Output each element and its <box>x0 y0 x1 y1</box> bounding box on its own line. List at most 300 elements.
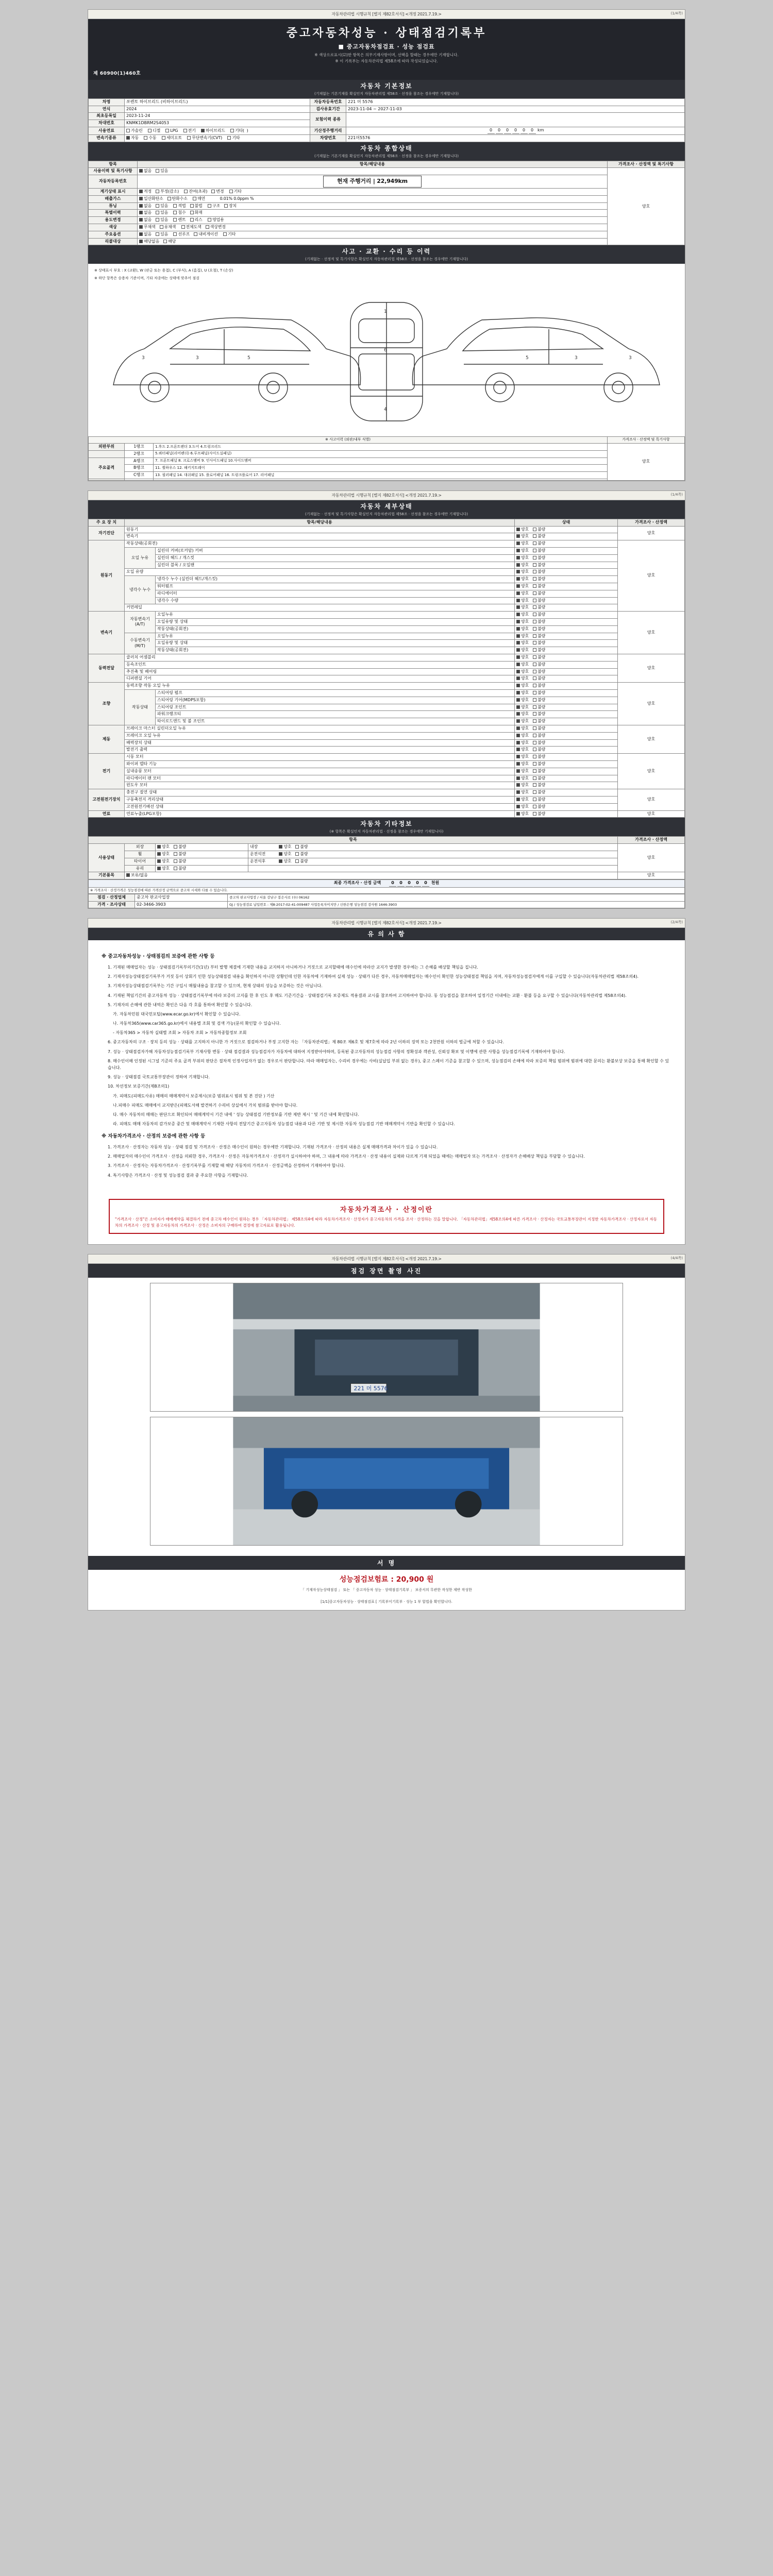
detail-6-row-1: 와이퍼 델타 기능 <box>125 760 515 768</box>
detail-7-state-0[interactable]: 양호 불량 <box>515 789 618 796</box>
detail-5-state-3[interactable]: 양호 불량 <box>515 747 618 754</box>
detail-5-row-0: 브레이크 마스터 실린더오일 누유 <box>125 725 515 733</box>
basic-mileage-digits: 0 0 0 0 0 0 km <box>346 127 685 135</box>
detail-2-state-5[interactable]: 양호 불량 <box>515 647 618 654</box>
section-accident-title: 사고 · 교환 · 수리 등 이력 <box>342 248 431 256</box>
notice-s1-item-3: 4. 기재된 책임기간의 중고자동차 성능 · 상태점검기록부에 따라 보증의 고지를 한 후 인도 후 매도 기준기간을 · 상태점검기록 보증제도 적용결과 교시를 참조하여 고지하여야 합니다. 동 성능점검을 참조하여 일정기간 이내에는 교환 · 환불 등을 요구할 수 있습니다(자동차관리법 제58조의4). <box>108 993 627 998</box>
detail-2-state-3[interactable]: 양호 불량 <box>515 633 618 640</box>
svg-text:6: 6 <box>384 348 387 353</box>
detail-6-state-0[interactable]: 양호 불량 <box>515 754 618 761</box>
detail-5-row-1: 브레이크 오일 누유 <box>125 732 515 739</box>
overall-row-6-opts[interactable]: 없음 있음 렌트 리스 영업용 <box>138 217 608 224</box>
svg-text:3: 3 <box>196 355 199 361</box>
detail-4-state-2[interactable]: 양호 불량 <box>515 697 618 704</box>
accident-mark-value: 양호 <box>608 443 685 480</box>
accident-ext-items-0: 1.후드 2.프론트펜더 3.도어 4.트렁크리드 <box>154 443 608 450</box>
detail-3-row-0: 클러치 어셈블리 <box>125 654 515 662</box>
overall-row-0-name: 사용이력 및 특기사항 <box>89 168 138 175</box>
document-sub-desc2: ※ 이 기록부는 자동차관리법 제58조에 따라 작성되었습니다. <box>335 58 438 63</box>
notice-s1-item-6: 나. 자동차365(www.car365.go.kr)에서 내용별 조회 및 검색 가능(문의 확인할 수 있습니다. <box>113 1021 281 1026</box>
detail-4-state-0[interactable]: 양호 불량 <box>515 683 618 690</box>
detail-5-state-0[interactable]: 양호 불량 <box>515 725 618 733</box>
price-head-label: 최종 가격조사 · 산정 금액 <box>333 880 381 886</box>
detail-2-sub-0: 자동변속기 (A/T) <box>125 612 156 633</box>
section-basic-desc: (기재없는 기본기재를 확실인지 자동차관리법 제58조 · 선정을 참조는 경우에만 기재합니다) <box>314 91 459 96</box>
section-overall-title: 자동차 종합상태 <box>360 144 413 152</box>
basic-value2-0: 221 머 5576 <box>346 98 685 106</box>
section-others-desc: (※ 항목은 확실인지 자동차관리법 · 선정을 참조는 경우에만 기재합니다) <box>329 829 444 834</box>
detail-2-state-1[interactable]: 양호 불량 <box>515 619 618 626</box>
basic-fuel-options[interactable]: 가솔린 디젤 LPG 전기 하이브리드 기타( ) <box>125 127 310 135</box>
price-table <box>88 879 685 894</box>
detail-1-row-5: 냉각수 누수 (실린더 헤드/개스킷) <box>156 576 515 583</box>
notice-s1-item-7: - 자동차365 > 자동차 실태별 조회 > 자동차 조회 > 자동차종합정보 조회 <box>113 1030 247 1036</box>
detail-1-row-6: 워터펌프 <box>156 583 515 590</box>
detail-1-row-8: 냉각수 수량 <box>156 597 515 604</box>
addr-label: 가격 · 조사상태 <box>89 901 135 908</box>
section-notice-header <box>88 928 685 940</box>
detail-3-state-2[interactable]: 양호 불량 <box>515 668 618 675</box>
overall-row-4-name: 튜닝 <box>89 202 138 210</box>
notice-s1-item-13: 가. 피매도(피매도사유) 매매의 매매계약서 보증제시(보증 범위표시 범위 및 본 진단 ) 기산 <box>113 1093 275 1098</box>
overall-row-5-opts[interactable]: 없음 있음 침수 화재 <box>138 210 608 217</box>
overall-row-3-name: 배출가스 <box>89 195 138 202</box>
overall-row-7-opts[interactable]: 무채색 유채색 전체도색 색상변경 <box>138 224 608 231</box>
detail-8-state-0[interactable]: 양호 불량 <box>515 810 618 818</box>
notice-s1-item-4: 5. 기재자의 손해에 관한 내역은 확인은 다음 각 호를 통하여 확인할 수 있습니다. <box>108 1002 253 1007</box>
basic-label2-1: 검사유효기간 <box>310 106 346 113</box>
others-row-1-name: 휠 <box>125 851 156 858</box>
detail-2-state-2[interactable]: 양호 불량 <box>515 625 618 633</box>
detail-3-row-2: 추진축 및 베어링 <box>125 668 515 675</box>
detail-0-row-1: 변속기 <box>125 533 515 540</box>
detail-2-state-0[interactable]: 양호 불량 <box>515 612 618 619</box>
notice-s2-item-0: 1. 가격조사 · 산정자는 자동차 성능 · 상태 점검 및 가격조사 · 산정은 매수인이 원하는 경우에만 기재합니다. 기재된 가격조사 · 산정의 내용은 실제 매매가격과 차이가 있을 수 있습니다. <box>108 1145 438 1150</box>
svg-text:5: 5 <box>247 355 250 361</box>
detail-4-row-5: 타이로드엔드 및 볼 조인트 <box>156 718 515 725</box>
accident-ext-rank-0: 1랭크 <box>125 443 154 450</box>
notice-s1-title: ※ 중고자동차성능 · 상태점검의 보증에 관한 사항 등 <box>102 954 215 960</box>
others-row-3-right[interactable] <box>248 865 618 872</box>
price-definition-box <box>109 1199 664 1234</box>
detail-6-state-1[interactable]: 양호 불량 <box>515 760 618 768</box>
detail-1-row-0: 작동상태(공회전) <box>125 540 515 548</box>
detail-1-sub-0: 오일 누유 <box>125 548 156 569</box>
detail-5-row-3: 발전기 출력 <box>125 747 515 754</box>
detail-3-row-3: 디퍼렌셜 기어 <box>125 675 515 683</box>
others-row-3-name: 유리 <box>125 865 156 872</box>
detail-group-0: 자기진단 <box>89 526 125 540</box>
detail-4-mark: 양호 <box>618 683 685 725</box>
section-others-header <box>88 818 685 836</box>
detail-4-state-5[interactable]: 양호 불량 <box>515 718 618 725</box>
overall-row-8-opts[interactable]: 없음 있음 선루프 내비게이션 기타 <box>138 231 608 238</box>
emission-values: 0.01% 0.0ppm % <box>220 196 254 201</box>
page-3 <box>88 918 685 1244</box>
accident-mark-col: 가격조사 · 산정액 및 특기사항 <box>608 437 685 443</box>
inspection-photo-2 <box>150 1417 623 1546</box>
detail-group-4: 조향 <box>89 683 125 725</box>
others-basic-items: 기본품목 <box>89 872 125 879</box>
detail-4-state-4[interactable]: 양호 불량 <box>515 711 618 718</box>
others-group-left: 사용상태 <box>89 844 125 872</box>
page3-top-notice: 자동차관리법 시행규칙 [별지 제82호서식] <개정 2021.7.19.> <box>88 919 685 928</box>
page-corner-tag: (1/4쪽) <box>670 11 683 15</box>
basic-value-1: 2024 <box>125 106 310 113</box>
notice-s2-item-1: 2. 매매업자의 매수인이 가격조사 · 산정을 의뢰한 경우, 가격조사 · 산정은 자동차가격조사 · 산정자가 실시하여야 하며, 그 내용에 따라 가격조사 · 산정 내용이 실제와 다르게 기재 되었을 때에는 매매업자 또는 가격조사 · 산정자가 손해배상 책임을 부담할 수 있습니다. <box>108 1154 585 1159</box>
document-banner <box>88 19 685 68</box>
detail-1-row-1: 실린더 커버(로커암) 커버 <box>156 548 515 555</box>
detail-6-row-0: 시동 모터 <box>125 754 515 761</box>
basic-value-0: 쏘렌토 하이브리드 (비하이브리드) <box>125 98 310 106</box>
detail-6-row-3: 라디에이터 팬 모터 <box>125 775 515 782</box>
detail-1-state-9[interactable]: 양호 불량 <box>515 604 618 612</box>
others-row-2-right[interactable]: 운전석후 양호 불량 <box>248 858 618 865</box>
overall-row-4-opts[interactable]: 없음 있음 적법 불법 구조 장치 <box>138 202 608 210</box>
basic-label-ins: 보험이력 종류 <box>310 113 346 127</box>
overall-row-3-opts[interactable]: 일산화탄소 탄화수소 매연 0.01% 0.0ppm % <box>138 195 608 202</box>
overall-col-state: 가격조사 · 산정액 및 특기사항 <box>608 161 685 168</box>
basic-trans-options[interactable]: 자동 수동 세미오토 무단변속기(CVT) 기타 <box>125 134 310 142</box>
others-row-0-name: 외장 <box>125 844 156 851</box>
section-notice-title: 유 의 사 항 <box>367 930 406 938</box>
notice-s1-item-2: 3. 기재자성능상태점검기록부는 기간 구입시 매월내용을 참고할 수 있으며, 현재 상태의 성능을 보증하는 것은 아닙니다. <box>108 984 323 989</box>
page-4 <box>88 1254 685 1611</box>
document-subtitle: ■ 중고자동차점검표 · 성능 점검표 <box>338 43 435 50</box>
others-row-1-right[interactable]: 운전석전 양호 불량 <box>248 851 618 858</box>
overall-row-5-name: 특별이력 <box>89 210 138 217</box>
basic-label-trans: 변속기종류 <box>89 134 125 142</box>
others-mark: 양호 <box>618 844 685 872</box>
svg-text:221 머 5576: 221 머 5576 <box>354 1385 388 1392</box>
detail-8-mark: 양호 <box>618 810 685 818</box>
detail-3-state-1[interactable]: 양호 불량 <box>515 661 618 668</box>
detail-3-state-3[interactable]: 양호 불량 <box>515 675 618 683</box>
accident-ext-label: 외판부위 <box>89 443 125 450</box>
detail-group-8: 연료 <box>89 810 125 818</box>
basic-info-table <box>88 98 685 142</box>
detail-1-mark: 양호 <box>618 540 685 612</box>
svg-text:3: 3 <box>575 355 578 361</box>
detail-2-mark: 양호 <box>618 612 685 654</box>
top-notice: 자동차관리법 시행규칙 [별지 제82호서식] <개정 2021.7.19.> <box>88 10 685 19</box>
others-row-2-name2: 운전석후 <box>250 858 266 863</box>
detail-8-row-0: 연료누출(LPG포함) <box>125 810 515 818</box>
detail-1-state-1[interactable]: 양호 불량 <box>515 548 618 555</box>
detail-4-row-1: 스티어링 펌프 <box>156 690 515 697</box>
basic-label-1: 연식 <box>89 106 125 113</box>
overall-col-items: 항목/해당내용 <box>138 161 608 168</box>
overall-row-8-name: 주요옵션 <box>89 231 138 238</box>
section-accident-desc: (기재없는 · 선정적 및 특기사항은 확실인지 자동차관리법 제58조 · 선정을 참조는 경우에만 기재합니다) <box>305 257 468 262</box>
car-damage-diagram <box>92 282 681 436</box>
accident-spacer-rank <box>125 479 154 480</box>
page2-top-notice: 자동차관리법 시행규칙 [별지 제82호서식] <개정 2021.7.19.> <box>88 491 685 500</box>
accident-rank-table <box>88 436 685 480</box>
detail-2-row-4: 오일유량 및 상태 <box>156 640 515 647</box>
diagram-legend-2: ※ 하단 항목은 승용차 기준이며, 기타 차종에는 상태에 맞추어 점검 <box>94 276 199 280</box>
detail-5-mark: 양호 <box>618 725 685 754</box>
detail-1-row-4: 오일 유량 <box>125 569 515 576</box>
others-col-right: 가격조사 · 산정액 <box>618 837 685 844</box>
overall-row-9-name: 리콜대상 <box>89 238 138 245</box>
detail-2-sub-1: 수동변속기 (M/T) <box>125 633 156 654</box>
detail-1-row-7: 라디에이터 <box>156 590 515 597</box>
page-2 <box>88 490 685 909</box>
detail-2-state-4[interactable]: 양호 불량 <box>515 640 618 647</box>
detail-col1: 주 요 장 치 <box>89 519 125 526</box>
detail-4-row-4: 파워크랭크티 <box>156 711 515 718</box>
basic-label-etc: 차량번호 <box>310 134 346 142</box>
detail-4-sub: 작동상태 <box>125 690 156 725</box>
notice-s1-item-12: 10. 차선정보 보증기간(제8조의1) <box>108 1084 170 1089</box>
damage-diagram-wrap <box>88 264 685 436</box>
svg-text:1: 1 <box>384 309 387 315</box>
detail-4-row-3: 스티어링 조인트 <box>156 704 515 711</box>
notice-s1-item-8: 6. 중고자동차의 구조 · 장치 등의 성능 · 상태를 고지하지 아니한 가 거짓으로 점검하거나 부정 고지한 자는 「자동차관리법」제 80조 제6호 및 제7호에 따라 2년 이하의 징역 또는 2천만원 이하의 벌금에 처할 수 있습니다. <box>108 1040 505 1045</box>
sign-section-title: 서 명 <box>88 1556 685 1570</box>
others-row-0-name2: 내장 <box>250 844 258 850</box>
accident-int-items-2: 13. 필러패널 14. 대쉬패널 15. 플로어패널 16. 트렁크플로어 17. 리어패널 <box>154 472 608 479</box>
org-label: 점검 · 산정업체 <box>89 894 135 901</box>
document-sub-desc: ※ 색상으로표시(☑)한 항목은 의무기재사항이며, 선택을 할때는 경우에만 기재합니다. <box>314 53 459 57</box>
detail-1-state-5[interactable]: 양호 불량 <box>515 576 618 583</box>
detail-col3: 상태 <box>515 519 618 526</box>
detail-6-state-3[interactable]: 양호 불량 <box>515 775 618 782</box>
footer-note-1: 「 기재자성능상태점검 」 또는 「 중고자동차 성능 · 상태점검기록부 」 보증서의 무관한 작성한 제반 작성한 <box>301 1587 472 1592</box>
notice-s1-item-16: 라. 피매도 매매 자동차의 감가보증 중간 및 매매계약서 기재한 사항의 전달기간 중고자동차 성능점검 내용과 다른 기반 및 제시한 자동차 성능점검 기반 매매계약서 기반을 확인할 수 있습니다. <box>113 1122 455 1127</box>
accident-int-rank-1: B랭크 <box>125 465 154 472</box>
basic-label-mileage: 기산정주행거리 <box>310 127 346 135</box>
addr-contact: 02-3466-3903 <box>135 901 228 908</box>
detail-1-state-7[interactable]: 양호 불량 <box>515 590 618 597</box>
price-definition-body: "가격조사 · 산정"은 소비자가 매매계약을 체결하기 전에 중고차 매수인이 원하는 경우 「자동차관리법」 제58조의4에 따라 자동차가격조사 · 산정자가 중고자동차의 가격을 조사 · 산정하는 것을 말합니다. 「자동차관리법」제58조의4에 따른 가격조사 · 산정자는 국토교통부장관이 지정한 자동차가격조사 · 산정자로서 자동차의 가격조사 · 산정 및 중고자동차의 가격조사 · 산정은 소비자의 구매하여 결정에 참고자료로 활용됩니다. <box>115 1216 658 1228</box>
page3-corner-tag: (2/4쪽) <box>670 920 683 925</box>
page-1 <box>88 9 685 481</box>
detail-4-state-1[interactable]: 양호 불량 <box>515 690 618 697</box>
detail-group-7: 고전원전기장치 <box>89 789 125 810</box>
basic-value-3: KNMK1DBRM2S4053 <box>125 120 310 127</box>
overall-row-2-opts[interactable]: 적정 부정(감소) 잔여(초과) 변경 기타 <box>138 189 608 196</box>
section-overall-header <box>88 142 685 161</box>
others-col-left: 항목 <box>89 837 618 844</box>
detail-5-state-1[interactable]: 양호 불량 <box>515 732 618 739</box>
detail-0-row-0: 원동기 <box>125 526 515 533</box>
detail-6-row-4: 윈도우 모터 <box>125 782 515 789</box>
notice-s1-item-11: 9. 성능 · 상태점검 국토교통부장관이 정하여 기재합니다. <box>108 1075 210 1080</box>
detail-3-state-0[interactable]: 양호 불량 <box>515 654 618 662</box>
page4-corner-tag: (4/4쪽) <box>670 1256 683 1260</box>
svg-text:5: 5 <box>526 355 529 361</box>
detail-3-mark: 양호 <box>618 654 685 683</box>
basic-value-ins <box>346 113 685 127</box>
overall-col-name: 항목 <box>89 161 138 168</box>
basic-label-0: 차명 <box>89 98 125 106</box>
price-unit: 천원 <box>431 880 440 886</box>
detail-2-row-0: 오일누유 <box>156 612 515 619</box>
detail-group-2: 변속기 <box>89 612 125 654</box>
price-definition-title: 자동차가격조사 · 산정이란 <box>340 1206 433 1214</box>
others-row-1-name2: 운전석전 <box>250 851 266 856</box>
photo-section-title: 점검 장면 촬영 사진 <box>88 1264 685 1278</box>
overall-row-1-detail <box>138 175 608 189</box>
basic-label2-0: 자동차등록번호 <box>310 98 346 106</box>
overall-table <box>88 161 685 246</box>
overall-row-2-name: 계기상태 표시 <box>89 189 138 196</box>
detail-group-3: 동력전달 <box>89 654 125 683</box>
detail-3-row-1: 등속조인트 <box>125 661 515 668</box>
price-head <box>89 880 685 888</box>
accident-int-rank-0: A랭크 <box>125 457 154 465</box>
detail-1-row-3: 실린더 블록 / 오일팬 <box>156 562 515 569</box>
page2-corner-tag: (1/4쪽) <box>670 492 683 497</box>
detail-state-table <box>88 519 685 818</box>
org-value: 중고차 판교사업장 <box>135 894 228 901</box>
footer-note-2: [1/1]중고자동차성능 · 상태점검표 [ 기록부이기록부 · 성능 1 부 합법을 확인합니다. <box>321 1599 452 1604</box>
detail-6-state-2[interactable]: 양호 불량 <box>515 768 618 775</box>
others-row-2-opts[interactable]: 양호 불량 <box>156 858 248 865</box>
page4-top-notice: 자동차관리법 시행규칙 [별지 제82호서식] <개정 2021.7.19.> <box>88 1255 685 1264</box>
document-title: 중고자동차성능 · 상태점검기록부 <box>286 26 487 40</box>
section-detail-header <box>88 500 685 519</box>
others-row-0-right[interactable]: 내장 양호 불량 <box>248 844 618 851</box>
basic-value2-1: 2023-11-04 ~ 2027-11-03 <box>346 106 685 113</box>
detail-1-state-4[interactable]: 양호 불량 <box>515 569 618 576</box>
detail-5-row-2: 배력장치 상태 <box>125 739 515 747</box>
accident-int-items-1: 11. 휠하우스 12. 패키지트레이 <box>154 465 608 472</box>
accident-spacer-label <box>89 479 125 480</box>
others-row-2-name: 타이어 <box>125 858 156 865</box>
svg-text:4: 4 <box>384 407 387 413</box>
basic-label-2: 최초등록일 <box>89 113 125 120</box>
overall-row-0-opts[interactable]: 없음 있음 <box>138 168 608 175</box>
detail-2-row-2: 작동상태(공회전) <box>156 625 515 633</box>
notice-body <box>88 940 685 1191</box>
section-others-title: 자동차 기타정보 <box>360 820 413 828</box>
detail-7-row-1: 구동축전지 격리상태 <box>125 796 515 803</box>
notice-s2-item-2: 3. 가격조사 · 산정자는 자동차가격조사 · 산정기록부를 기재할 때 해당 자동차의 가격조사 · 산정금액을 산정하여 기재하여야 합니다. <box>108 1163 345 1168</box>
section-overall-desc: (기재없는 기본기재를 확실인지 자동차관리법 제58조 · 선정을 참조는 경우에만 기재합니다) <box>314 154 459 158</box>
overall-row-1-name: 자동차등록번호 <box>89 175 138 189</box>
detail-4-row-2: 스티어링 기어(MDPS포함) <box>156 697 515 704</box>
notice-s2-item-3: 4. 특기사항은 가격조사 · 산정 및 성능점검 결과 중 주요한 사항을 기재합니다. <box>108 1173 248 1178</box>
notice-s1-item-0: 1. 기재된 매매업자는 성능 · 상태점검기록부의기간(1년) 부터 발행 체결에 기재한 내용을 교지하지 아니하거나 거짓으로 교지할때에 매수인에 따라산 교지가 발생한 경우에는 그 손해를 배상할 책임을 집니다. <box>108 964 478 970</box>
price-note: ※ 가격조사 · 산정가격은 성능점검에 따른 가격산정 금액으로 중고차 시세와 다를 수 있습니다. <box>89 887 685 893</box>
section-accident-header <box>88 245 685 264</box>
org-table <box>88 894 685 909</box>
notice-s1-item-9: 7. 성능 · 상태점검자가해 자동차성능점검기록부 기재사항 변동 · 상태 점검결과 성능점검자가 자동차에 대하여 지정받아야하며, 등록된 중고자동차의 성능점검 사항의 정확성과 객관성, 신뢰성 확보 및 이행에 관한 사항을 성능점검기록에 기재하여야 합니다. <box>108 1049 565 1054</box>
notice-s1-item-15: 다. 매수 자동차의 매매는 판단으로 확인되어 매매계약서 기간 내에 ' 성능 상태점검 기반정보를 기반 제반 제시 ' 및 기간 내에 확인합니다. <box>113 1112 359 1117</box>
others-basic-mark: 양호 <box>618 872 685 879</box>
detail-col2: 항목/해당내용 <box>125 519 515 526</box>
detail-group-5: 제동 <box>89 725 125 754</box>
accident-ext-rank-1: 2랭크 <box>125 450 154 457</box>
detail-1-state-8[interactable]: 양호 불량 <box>515 597 618 604</box>
accident-int-label: 주요골격 <box>89 457 125 479</box>
accident-int-rank-2: C랭크 <box>125 472 154 479</box>
diagram-legend-1: ※ 상태표시 부호 : X (교환), W (판금 또는 용접), C (부식), A (흠집), U (요철), T (손상) <box>94 268 233 273</box>
notice-s1-item-10: 8. 매수인이해 인정된 시그널 기준의 주요 골격 부위의 판단은 절차적 인정사업자가 없는 경우로서 판단합니다. 따라 매매업자는, 수리비 경우에는 사비(실납입 부위 없는 경우), 중고 스페이 기준을 참고할 수 있으며, 성능점검의 손해에 따라 보증의 책임 범위에 범위에 대한 문의는 환불보상 보증을 통해 확인할 수 있습니다. <box>108 1058 669 1071</box>
overall-row-7-name: 색상 <box>89 224 138 231</box>
notice-s1-item-1: 2. 기재자성능상태점검기록부가 거짓 등이 상회기 인한 성능상태점검 내용을 확인하지 아니한 상황인데 인한 자동차에 기재하여 실제 성능 · 상태가 다른 경우, 자동차매매업자는 매수인이 확인한 성능상태점검 책임을 지며, 자동차성능점검자에게 이를 구입할 수 있습니다(자동차관리법 제58조의4). <box>108 974 639 979</box>
current-mileage-value: 현재 주행거리 | 22,949km <box>323 176 422 188</box>
detail-0-state-0[interactable]: 양호 불량 <box>515 526 618 533</box>
detail-4-row-0: 동력조향 작동 오일 누유 <box>125 683 515 690</box>
detail-group-6: 전기 <box>89 754 125 789</box>
detail-1-sub-1: 냉각수 누수 <box>125 576 156 604</box>
detail-group-1: 원동기 <box>89 540 125 612</box>
detail-0-state-1[interactable]: 양호 불량 <box>515 533 618 540</box>
overall-state-mark: 양호 <box>608 168 685 245</box>
inspection-photo-1 <box>150 1283 623 1412</box>
others-row-0-opts[interactable]: 양호 불량 <box>156 844 248 851</box>
detail-1-state-0[interactable]: 양호 불량 <box>515 540 618 548</box>
notice-s1-item-5: 가. 자동차민원 대국민포털(www.ecar.go.kr)에서 확인할 수 있습니다. <box>113 1011 241 1016</box>
detail-6-row-2: 실내송풍 모터 <box>125 768 515 775</box>
detail-7-row-0: 충전구 절연 상태 <box>125 789 515 796</box>
accident-damage-head: ※ 사고이력 (외판/내부 식별) <box>89 437 608 443</box>
section-basic-title: 자동차 기본정보 <box>360 82 413 90</box>
overall-row-6-name: 용도변경 <box>89 217 138 224</box>
price-digits: 0 0 0 0 0 <box>389 880 431 885</box>
photo-list <box>88 1278 685 1556</box>
org-desc: 중고차 판교사업장 / 서울 강남구 봉은사로 (우) 06162 <box>228 894 685 901</box>
detail-7-state-2[interactable]: 양호 불량 <box>515 803 618 810</box>
detail-2-row-5: 작동상태(공회전) <box>156 647 515 654</box>
others-basic-opts[interactable]: 보유/없음 <box>125 872 618 879</box>
detail-6-state-4[interactable]: 양호 불량 <box>515 782 618 789</box>
detail-1-state-6[interactable]: 양호 불량 <box>515 583 618 590</box>
svg-text:3: 3 <box>142 355 145 361</box>
detail-2-row-1: 오일유량 및 상태 <box>156 619 515 626</box>
basic-value-2: 2023-11-24 <box>125 113 310 120</box>
notice-s2-title: ※ 자동차가격조사 · 산정의 보증에 관한 사항 등 <box>102 1133 206 1140</box>
detail-1-state-3[interactable]: 양호 불량 <box>515 562 618 569</box>
others-table <box>88 836 685 879</box>
document-number: 제 60900(1)460호 <box>88 68 685 80</box>
others-row-3-opts[interactable]: 양호 불량 <box>156 865 248 872</box>
svg-text:3: 3 <box>629 355 632 361</box>
notice-s1-item-14: 나.피매수 피매도 매매에서 교지받은(피매도서해 발견하기 수리비 상실에서 가치 범위를 받아야 합니다. <box>113 1103 298 1108</box>
detail-7-state-1[interactable]: 양호 불량 <box>515 796 618 803</box>
detail-1-state-2[interactable]: 양호 불량 <box>515 554 618 562</box>
accident-spacer-items <box>154 479 608 480</box>
detail-6-mark: 양호 <box>618 754 685 789</box>
basic-label-3: 차대번호 <box>89 120 125 127</box>
overall-row-9-opts[interactable]: 해당없음 해당 <box>138 238 608 245</box>
detail-7-mark: 양호 <box>618 789 685 810</box>
detail-1-row-2: 실린더 헤드 / 개스킷 <box>156 554 515 562</box>
section-detail-title: 자동차 세부상태 <box>360 502 413 510</box>
accident-int-items-0: 7. 프론트패널 8. 크로스멤버 9. 인사이드패널 10.사이드멤버 <box>154 457 608 465</box>
detail-7-row-2: 고전원전기배선 상태 <box>125 803 515 810</box>
section-detail-desc: (기재없는 · 선정적 및 특기사항은 확실인지 자동차관리법 제58조 · 선정을 참조는 경우에만 기재합니다) <box>305 512 468 516</box>
accident-ext-items-1: 5.쿼터패널(리어펜더) 6.루프패널(사이드실패널) <box>154 450 608 457</box>
detail-0-mark: 양호 <box>618 526 685 540</box>
accident-ext-label-2 <box>89 450 125 457</box>
section-basic-header <box>88 80 685 98</box>
detail-4-state-3[interactable]: 양호 불량 <box>515 704 618 711</box>
basic-value-etc: 221머5576 <box>346 134 685 142</box>
others-row-1-opts[interactable]: 양호 불량 <box>156 851 248 858</box>
detail-5-state-2[interactable]: 양호 불량 <box>515 739 618 747</box>
detail-col4: 가격조사 · 산정액 <box>618 519 685 526</box>
addr-value: GJ / 성능점검료 납입번호 : 제8-2017-02-41-009487 사업등록자이지만 / 신한은행 성능점검 검사원 1646-3903 <box>228 901 685 908</box>
detail-1-row-9: 커먼레일 <box>125 604 515 612</box>
basic-label-fuel: 사용연료 <box>89 127 125 135</box>
inspection-fee: 성능점검보험료 : 20,900 원 <box>339 1575 434 1584</box>
detail-2-row-3: 오일누유 <box>156 633 515 640</box>
